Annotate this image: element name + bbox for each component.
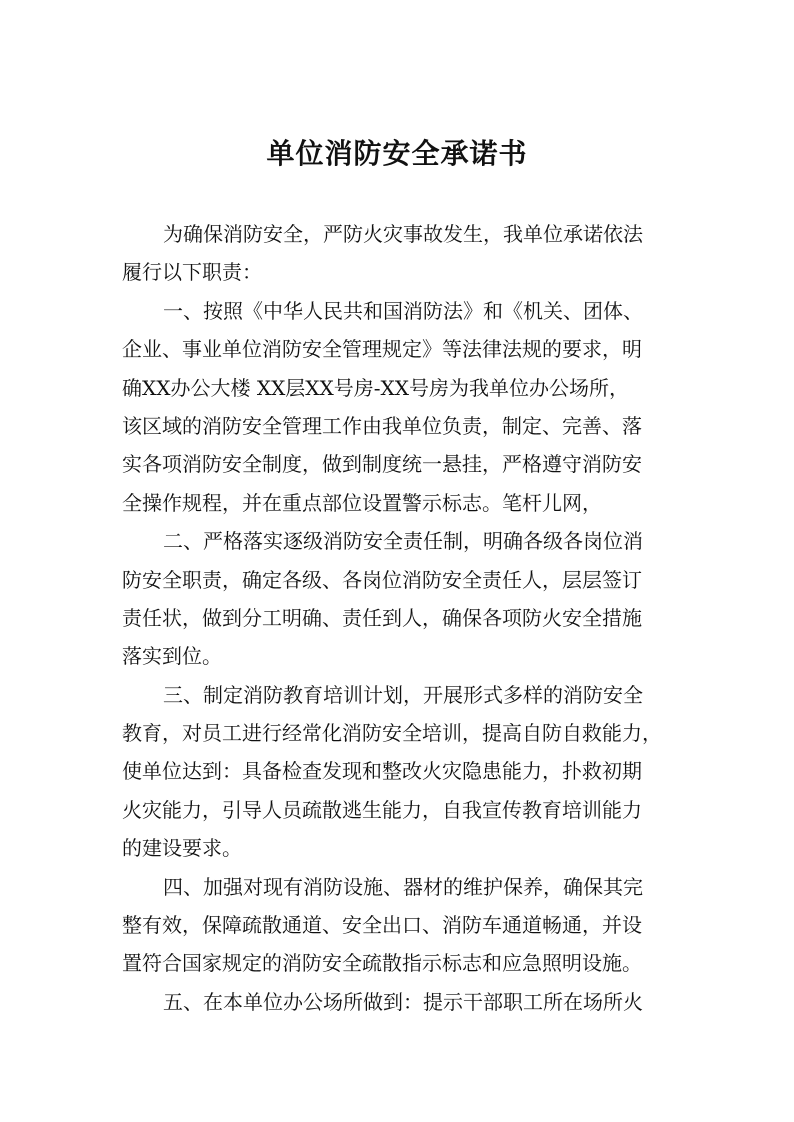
text-line: 一、按照《中华人民共和国消防法》和《机关、团体、 (163, 298, 643, 323)
text-line: 企业、事业单位消防安全管理规定》等法律法规的要求，明 (122, 337, 642, 362)
text-line: 防安全职责，确定各级、各岗位消防安全责任人，层层签订 (122, 567, 642, 592)
text-line: 置符合国家规定的消防安全疏散指示标志和应急照明设施。 (122, 951, 642, 976)
text-line: 全操作规程，并在重点部位设置警示标志。笔杆儿网， (122, 490, 602, 515)
text-line: 使单位达到：具备检查发现和整改火灾隐患能力，扑救初期 (122, 759, 642, 784)
text-line: 二、严格落实逐级消防安全责任制，明确各级各岗位消 (163, 529, 643, 554)
text-line: 履行以下职责： (122, 260, 262, 285)
text-line: 火灾能力，引导人员疏散逃生能力，自我宣传教育培训能力 (122, 797, 642, 822)
text-line: 该区域的消防安全管理工作由我单位负责，制定、完善、落 (122, 413, 642, 438)
text-line: 落实到位。 (122, 644, 222, 669)
text-line: 实各项消防安全制度，做到制度统一悬挂，严格遵守消防安 (122, 452, 642, 477)
text-line: 教育，对员工进行经常化消防安全培训，提高自防自救能力， (122, 721, 662, 746)
text-line: 整有效，保障疏散通道、安全出口、消防车通道畅通，并设 (122, 913, 642, 938)
text-line: 四、加强对现有消防设施、器材的维护保养，确保其完 (163, 874, 643, 899)
text-line: 三、制定消防教育培训计划，开展形式多样的消防安全 (163, 682, 643, 707)
text-line: 确XX办公大楼 XX层XX号房-XX号房为我单位办公场所， (122, 375, 630, 400)
text-line: 的建设要求。 (122, 836, 242, 861)
text-line: 责任状，做到分工明确、责任到人，确保各项防火安全措施 (122, 605, 642, 630)
page-title: 单位消防安全承诺书 (266, 137, 528, 170)
text-line: 五、在本单位办公场所做到：提示干部职工所在场所火 (163, 989, 643, 1014)
text-line: 为确保消防安全，严防火灾事故发生，我单位承诺依法 (163, 222, 643, 246)
document-body (122, 215, 692, 1021)
